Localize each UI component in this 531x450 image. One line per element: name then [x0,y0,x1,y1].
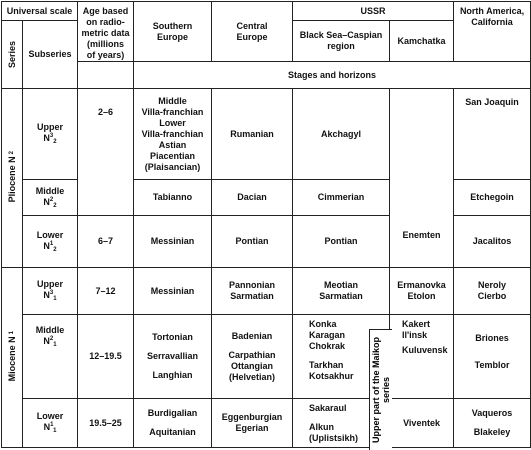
pliocene-lower-southern: Messinian [134,216,212,268]
age-blank-cell [78,62,134,89]
pliocene-lower-subseries: Lower $N^1_2$ [23,216,78,268]
miocene-lower-central: Eggenburgian Egerian [212,399,293,448]
pliocene-middle-na: Etchegoin [454,180,531,216]
miocene-lower-age: 19.5–25 [78,399,134,448]
pliocene-lower-blacksea: Pontian [293,216,390,268]
pliocene-middle-subseries: Middle $N^2_2$ [23,180,78,216]
subseries-header: Subseries [23,21,78,89]
miocene-middle-subseries: Middle $N^2_1$ [23,315,78,399]
miocene-lower-na: Vaqueros Blakeley [454,399,531,448]
central-europe-header: Central Europe [212,2,293,62]
pliocene-lower-age: 6–7 [78,216,134,268]
miocene-lower-southern: Burdigalian Aquitanian [134,399,212,448]
pliocene-middle-blacksea: Cimmerian [293,180,390,216]
age-header: Age based on radio- metric data (millions of years) [78,2,134,62]
miocene-upper-central: Pannonian Sarmatian [212,268,293,315]
miocene-lower-blacksea: Sakaraul Alkun (Uplistsikh) [293,399,390,448]
kamchatka-header: Kamchatka [390,21,454,62]
miocene-upper-na: Neroly Cierbo [454,268,531,315]
stratigraphic-correlation-table [1,1,531,448]
series-header: Series [2,21,23,89]
pliocene-upper-age: 2–6 [78,89,134,216]
pliocene-upper-blacksea: Akchagyl [293,89,390,180]
miocene-lower-subseries: Lower $N^1_1$ [23,399,78,448]
miocene-series-cell: Miocene $N_1$ [2,268,23,448]
miocene-upper-kamchatka: Ermanovka Etolon [390,268,454,315]
miocene-middle-na: Briones Temblor [454,315,531,399]
pliocene-upper-southern: Middle Villa-franchian Lower Villa-franchian Astian Piacentian (Plaisancian) [134,89,212,180]
ussr-header: USSR [293,2,454,21]
stages-horizons-header: Stages and horizons [134,62,531,89]
miocene-middle-blacksea: Konka Karagan Chokrak Tarkhan Kotsakhur [293,315,390,399]
black-sea-header: Black Sea–Caspian region [293,21,390,62]
miocene-middle-central: Badenian Carpathian Ottangian (Helvetian) [212,315,293,399]
pliocene-middle-southern: Tabianno [134,180,212,216]
miocene-upper-subseries: Upper $N^3_1$ [23,268,78,315]
pliocene-lower-na: Jacalitos [454,216,531,268]
pliocene-upper-central: Rumanian [212,89,293,180]
miocene-upper-blacksea: Meotian Sarmatian [293,268,390,315]
miocene-middle-age: 12–19.5 [78,315,134,399]
miocene-upper-age: 7–12 [78,268,134,315]
miocene-upper-southern: Messinian [134,268,212,315]
southern-europe-header: Southern Europe [134,2,212,62]
pliocene-kamchatka-cell: Enemten [390,89,454,268]
pliocene-upper-subseries: Upper $N^3_2$ [23,89,78,180]
pliocene-lower-central: Pontian [212,216,293,268]
miocene-middle-kamchatka: Kakert Il'insk Kuluvensk [390,315,454,399]
miocene-lower-kamchatka: Viventek [390,399,454,448]
maikop-series-cell: Upper part of the Maikop series [369,329,392,450]
pliocene-upper-na: San Joaquin [454,89,531,180]
pliocene-series-cell: Pliocene $N_2$ [2,89,23,268]
north-america-header: North America, California [454,2,531,62]
pliocene-middle-central: Dacian [212,180,293,216]
miocene-middle-southern: Tortonian Serravallian Langhian [134,315,212,399]
universal-scale-header: Universal scale [2,2,78,21]
